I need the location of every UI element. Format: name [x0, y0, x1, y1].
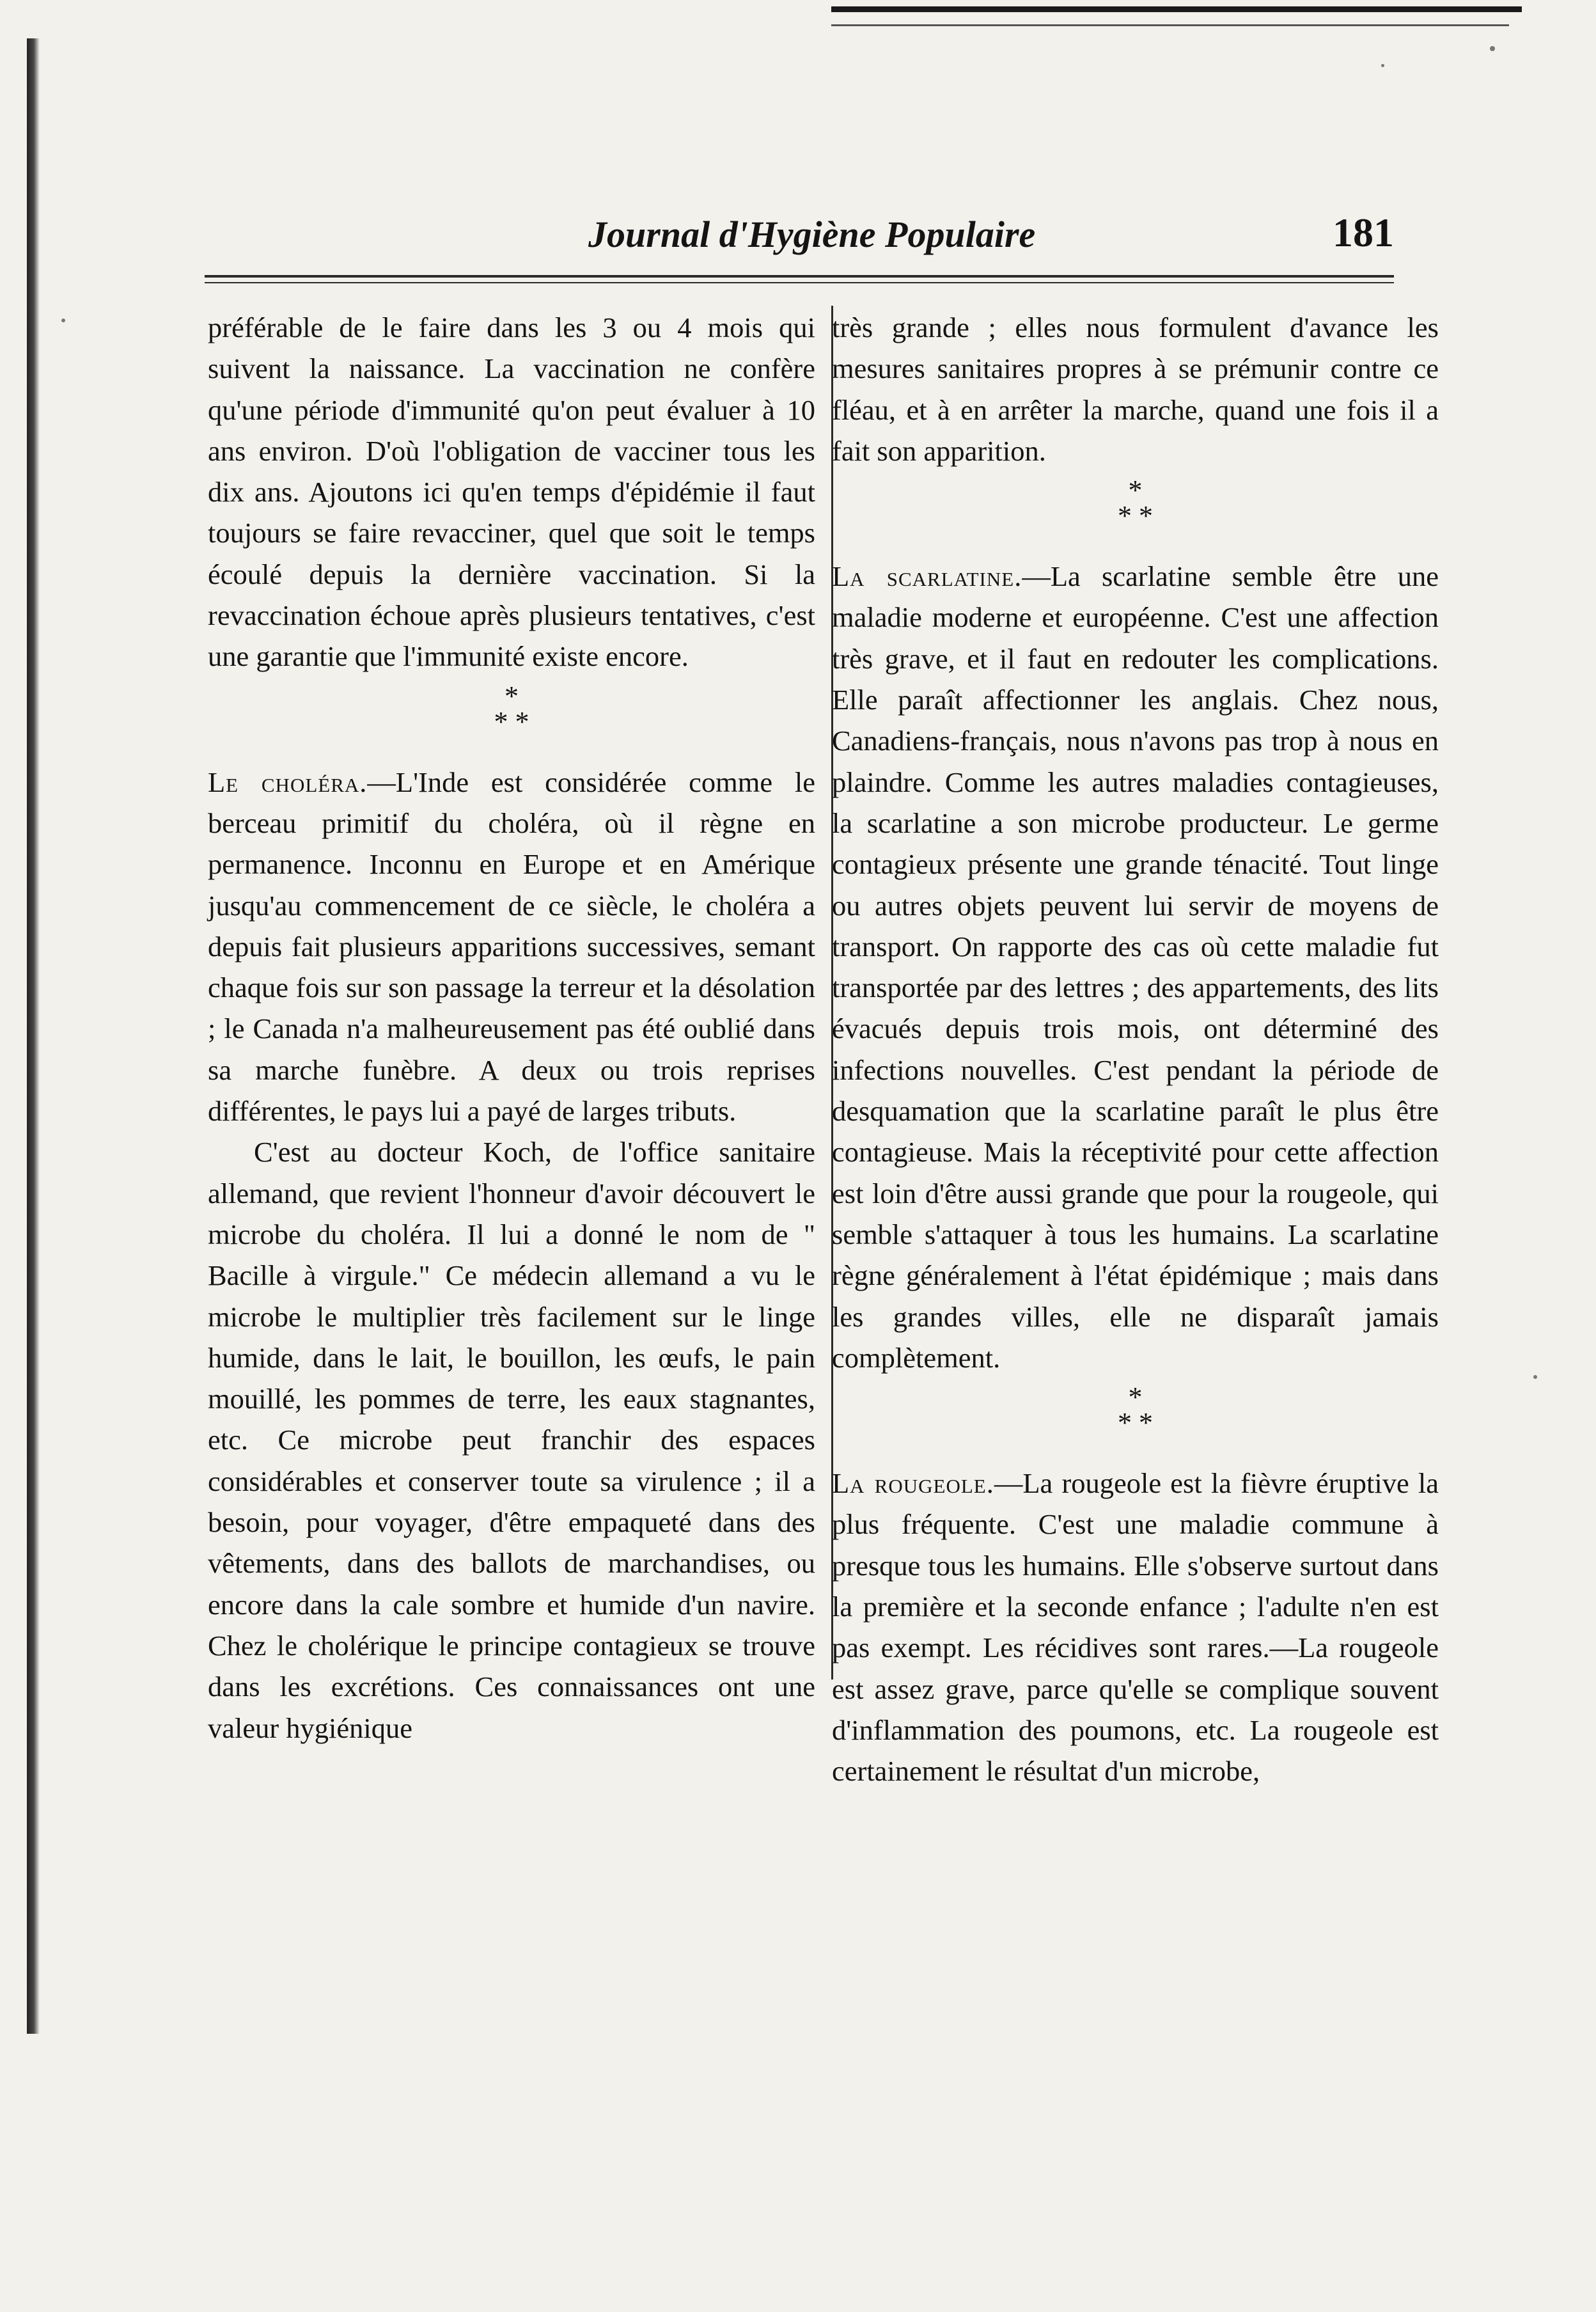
koch-paragraph: C'est au docteur Koch, de l'office sanitaire allemand, que revient l'honneur d'avoir découvert le microbe du choléra. Il lui a donné le nom de " Bacille à virgule." Ce médecin allemand a vu le microbe le multiplier très facilement sur le linge humide, dans le lait, le bouillon, les œufs, le pain mouillé, les pommes de terre, les eaux stagnantes, etc. Ce microbe peut franchir des espaces considérables et conserver toute sa virulence ; il a besoin, pour voyager, d'être empaqueté dans des vêtements, dans des ballots de marchandises, ou encore dans la cale sombre et humide d'un navire. Chez le cholérique le principe contagieux se trouve dans les excrétions. Ces connaissances ont une valeur hygiénique: [208, 1136, 815, 1744]
header-rule-thin: [205, 282, 1394, 283]
rougeole-heading: La rougeole.: [832, 1467, 994, 1500]
page-binding-edge: [27, 38, 40, 2034]
right-column: [831, 307, 1439, 1792]
section-separator: [208, 680, 815, 745]
vaccination-paragraph: préférable de le faire dans les 3 ou 4 mois qui suivent la naissance. La vaccination ne confère qu'une période d'immunité qu'on peut évaluer à 10 ans environ. D'où l'obligation de vacciner tous les dix ans. Ajoutons ici qu'en temps d'épidémie il faut toujours se faire revacciner, quel que soit le temps écoulé depuis la dernière vaccination. Si la revaccination échoue après plusieurs tentatives, c'est une garantie que l'immunité existe encore.: [208, 311, 815, 673]
separator-bottom: * *: [1118, 1407, 1153, 1439]
scan-speck: [1381, 64, 1384, 67]
rougeole-text: —La rougeole est la fièvre éruptive la plus fréquente. C'est une maladie commune à presque tous les humains. Elle s'observe surtout dans la première et la seconde enfance ; l'adulte n'en est pas exempt. Les récidives sont rares.—La rougeole est assez grave, parce qu'elle se complique souvent d'inflammation des poumons, etc. La rougeole est certainement le résultat d'un microbe,: [832, 1467, 1439, 1788]
section-separator: [832, 1381, 1439, 1446]
cholera-heading: Le choléra.: [208, 766, 368, 798]
scan-speck: [1533, 1375, 1537, 1379]
separator-bottom: * *: [494, 705, 529, 737]
cholera-text: —L'Inde est considérée comme le berceau primitif du choléra, où il règne en permanence. Inconnu en Europe et en Amérique jusqu'au commencement de ce siècle, le choléra a depuis fait plusieurs apparitions successives, semant chaque fois sur son passage la terreur et la désolation ; le Canada n'a malheureusement pas été oublié dans sa marche funèbre. A deux ou trois reprises différentes, le pays lui a payé de larges tributs.: [208, 766, 815, 1128]
scarlatine-heading: La scarlatine.: [832, 560, 1022, 593]
separator-top: *: [505, 680, 519, 712]
header-rule: [205, 275, 1394, 278]
page-top-edge: [831, 6, 1522, 12]
left-column: [208, 307, 815, 1749]
scarlatine-paragraph: [832, 556, 1439, 1378]
separator-bottom: * *: [1118, 500, 1153, 532]
section-separator: [832, 475, 1439, 539]
scan-speck: [1490, 46, 1495, 51]
scan-speck: [61, 318, 65, 322]
separator-top: *: [1128, 475, 1143, 507]
scarlatine-text: —La scarlatine semble être une maladie moderne et européenne. C'est une affection très grave, et il faut en redouter les complications. Elle paraît affectionner les anglais. Chez nous, Canadiens-français, nous n'avons pas trop à nous en plaindre. Comme les autres maladies contagieuses, la scarlatine a son microbe producteur. Le germe contagieux présente une grande ténacité. Tout linge ou autres objets peuvent lui servir de moyens de transport. On rapporte des cas où cette maladie fut transportée par des lettres ; des appartements, des lits évacués depuis trois mois, ont déterminé des infections nouvelles. C'est pendant la période de desquamation que la scarlatine paraît le plus être contagieuse. Mais la réceptivité pour cette affection est loin d'être aussi grande que pour la rougeole, qui semble s'attaquer à tous les humains. La scarlatine règne généralement à l'état épidémique ; mais dans les grandes villes, elle ne disparaît jamais complètement.: [832, 560, 1439, 1374]
cholera-continued-paragraph: très grande ; elles nous formulent d'avance les mesures sanitaires propres à se prémunir contre ce fléau, et à en arrêter la marche, quand une fois il a fait son apparition.: [832, 311, 1439, 467]
page-number: 181: [1333, 210, 1394, 255]
rougeole-paragraph: [832, 1463, 1439, 1791]
running-title: Journal d'Hygiène Populaire: [588, 214, 1036, 255]
cholera-paragraph: [208, 762, 815, 1132]
separator-top: *: [1128, 1381, 1143, 1413]
page-top-edge-line: [831, 24, 1509, 26]
page-header: [205, 208, 1394, 265]
